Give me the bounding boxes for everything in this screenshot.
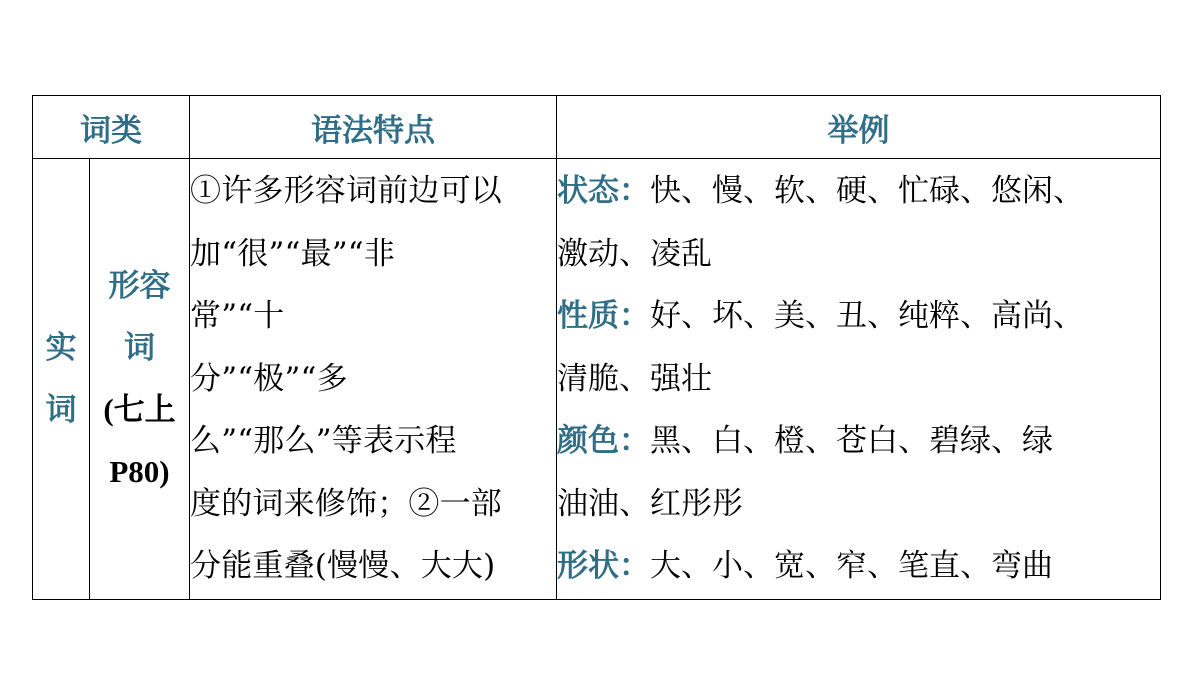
example-shape — [557, 535, 1160, 598]
header-features: 语法特点 — [190, 96, 557, 159]
example-text: 油油、红彤彤 — [557, 485, 743, 522]
example-text: 黑、白、橙、苍白、碧绿、绿 — [650, 423, 1053, 460]
header-category: 词类 — [33, 96, 190, 159]
example-text: 大、小、宽、窄、笔直、弯曲 — [650, 548, 1053, 585]
example-nature — [557, 285, 1160, 348]
category-cell — [33, 159, 90, 600]
subcategory-cell — [90, 159, 190, 600]
table-row — [33, 159, 1161, 600]
header-row — [33, 96, 1161, 159]
example-label: 状态： — [557, 172, 650, 209]
features-line: 么”“那么”等表示程 — [190, 423, 457, 460]
features-cell — [190, 159, 557, 600]
category-label: 实词 — [45, 330, 77, 428]
example-text: 好、坏、美、丑、纯粹、高尚、 — [650, 298, 1084, 335]
features-line: ①许多形容词前边可以 — [190, 172, 502, 209]
example-text: 清脆、强壮 — [557, 360, 712, 397]
features-line: 加“很”“最”“非 — [190, 235, 396, 272]
example-color — [557, 410, 1160, 473]
example-label: 颜色： — [557, 423, 650, 460]
example-text: 快、慢、软、硬、忙碌、悠闲、 — [650, 172, 1084, 209]
subcategory-name: 形容词 — [108, 268, 171, 366]
subcategory-reference: (七上P80) — [103, 392, 176, 489]
features-line: 分”“极”“多 — [190, 360, 348, 397]
features-line: 分能重叠(慢慢、大大) — [190, 548, 496, 585]
examples-cell — [557, 159, 1161, 600]
header-examples: 举例 — [557, 96, 1161, 159]
example-label: 性质： — [557, 298, 650, 335]
features-line: 度的词来修饰；②一部 — [190, 485, 502, 522]
example-text: 激动、凌乱 — [557, 235, 712, 272]
example-label: 形状： — [557, 548, 650, 585]
grammar-table — [32, 95, 1161, 600]
features-line: 常”“十 — [190, 298, 285, 335]
example-state — [557, 160, 1160, 223]
